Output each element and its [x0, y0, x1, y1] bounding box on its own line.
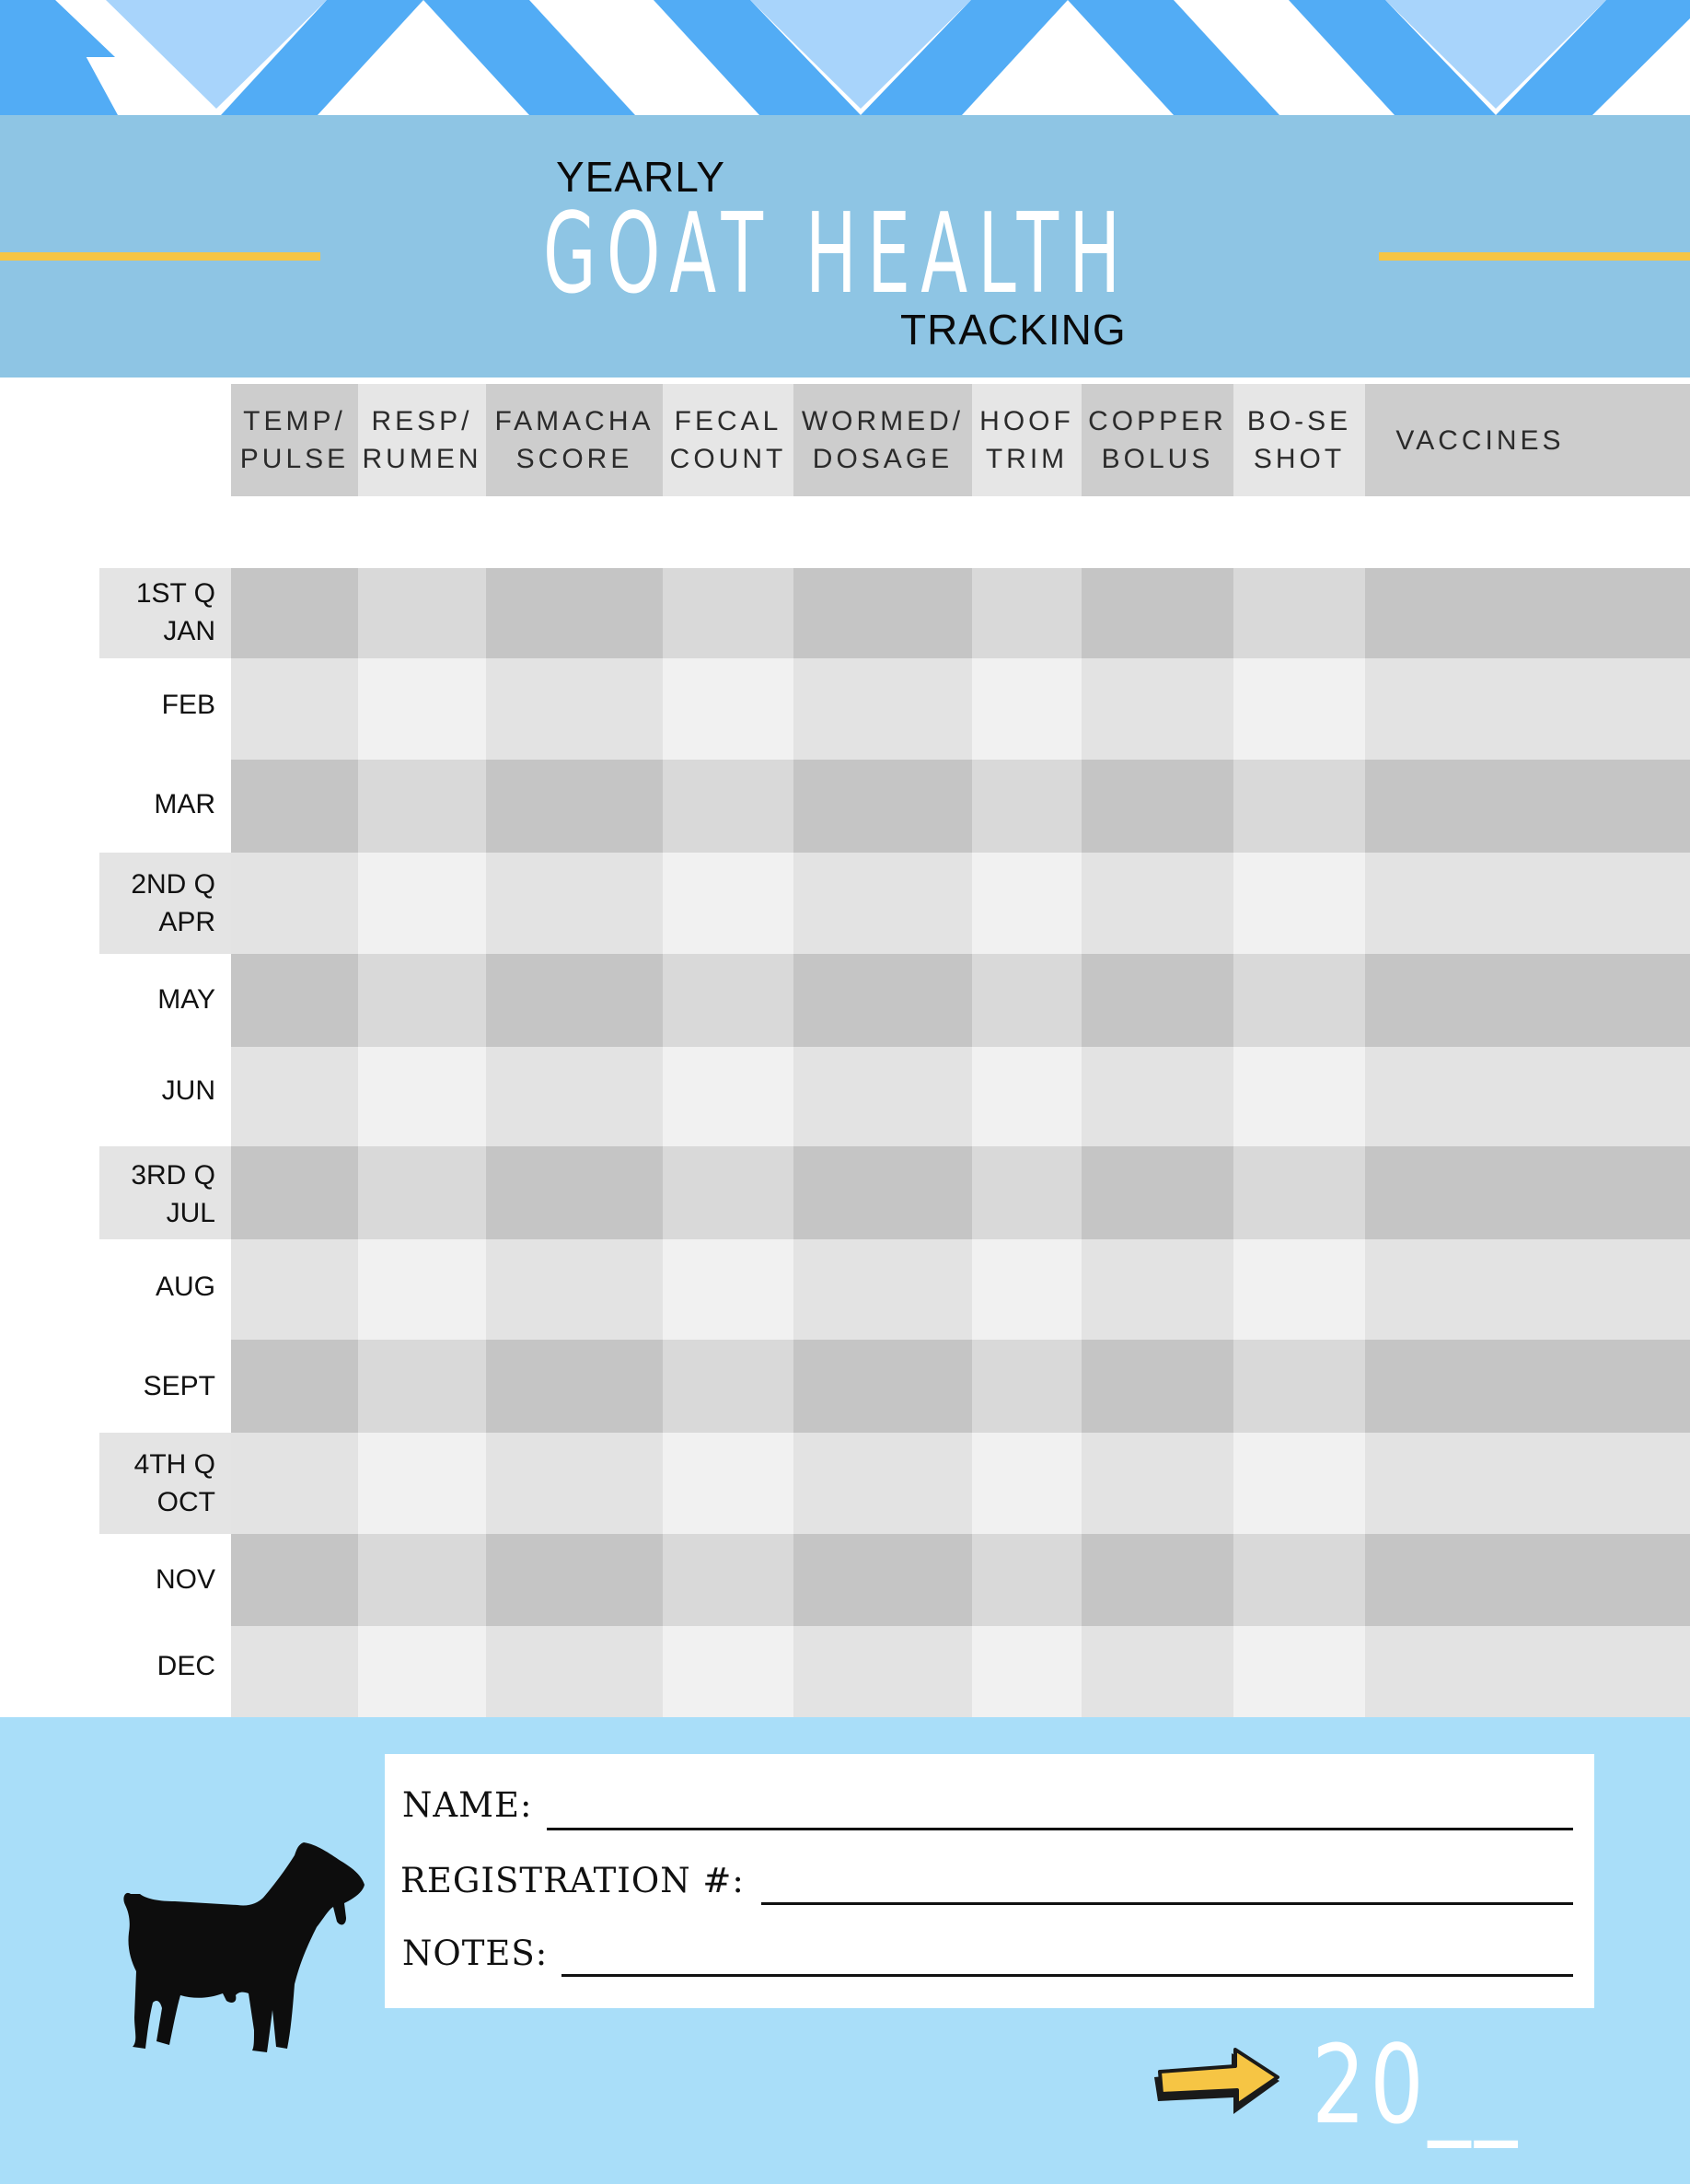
row-band-may: [231, 954, 1690, 1047]
row-label: DEC: [156, 1651, 215, 1681]
row-band-jul: [231, 1146, 1690, 1239]
column-header: FAMACHA SCORE: [494, 406, 654, 474]
row-band-mar: [231, 760, 1690, 853]
row-label: AUG: [155, 1272, 215, 1302]
row-label: JUN: [161, 1075, 215, 1106]
row-band-nov: [231, 1534, 1690, 1626]
column-header: WORMED/ DOSAGE: [801, 406, 965, 474]
row-band-jun: [231, 1047, 1690, 1146]
row-band-oct: [231, 1433, 1690, 1534]
notes-field[interactable]: [561, 1974, 1573, 1977]
column-header: COPPER BOLUS: [1088, 406, 1227, 474]
registration-field[interactable]: [761, 1902, 1573, 1905]
row-label: FEB: [161, 690, 215, 720]
notes-label: NOTES:: [402, 1934, 549, 1973]
header-gap: [231, 496, 1690, 568]
column-header: VACCINES: [1395, 424, 1565, 456]
row-band-dec: [231, 1626, 1690, 1717]
column-header: RESP/ RUMEN: [362, 406, 482, 474]
row-band-sept: [231, 1340, 1690, 1433]
column-header: HOOF TRIM: [979, 406, 1074, 474]
title-yearly: YEARLY: [556, 153, 726, 201]
name-field[interactable]: [547, 1828, 1573, 1830]
goat-silhouette-icon: [120, 1837, 368, 2053]
row-label: 3RD Q JUL: [131, 1160, 215, 1228]
column-header: BO-SE SHOT: [1246, 406, 1352, 474]
row-band-aug: [231, 1239, 1690, 1340]
row-label: SEPT: [143, 1371, 215, 1401]
name-label: NAME:: [402, 1785, 533, 1825]
row-label: 4TH Q OCT: [133, 1449, 215, 1517]
page-title: GOAT HEALTH: [543, 191, 1131, 319]
arrow-right-icon: [1151, 2044, 1284, 2118]
row-label: 2ND Q APR: [131, 869, 215, 937]
row-band-feb: [231, 658, 1690, 760]
title-tracking: TRACKING: [900, 306, 1127, 354]
row-label: MAR: [154, 789, 215, 819]
column-header: FECAL COUNT: [669, 406, 787, 474]
column-header: TEMP/ PULSE: [239, 406, 350, 474]
row-band-jan: [231, 568, 1690, 658]
row-label: MAY: [157, 984, 215, 1015]
year-field[interactable]: 20__: [1312, 2021, 1522, 2148]
row-label: 1ST Q JAN: [135, 578, 215, 646]
goat-info-form: [385, 1754, 1594, 2008]
row-label: NOV: [155, 1564, 215, 1595]
registration-label: REGISTRATION #:: [400, 1861, 745, 1900]
row-band-apr: [231, 853, 1690, 954]
